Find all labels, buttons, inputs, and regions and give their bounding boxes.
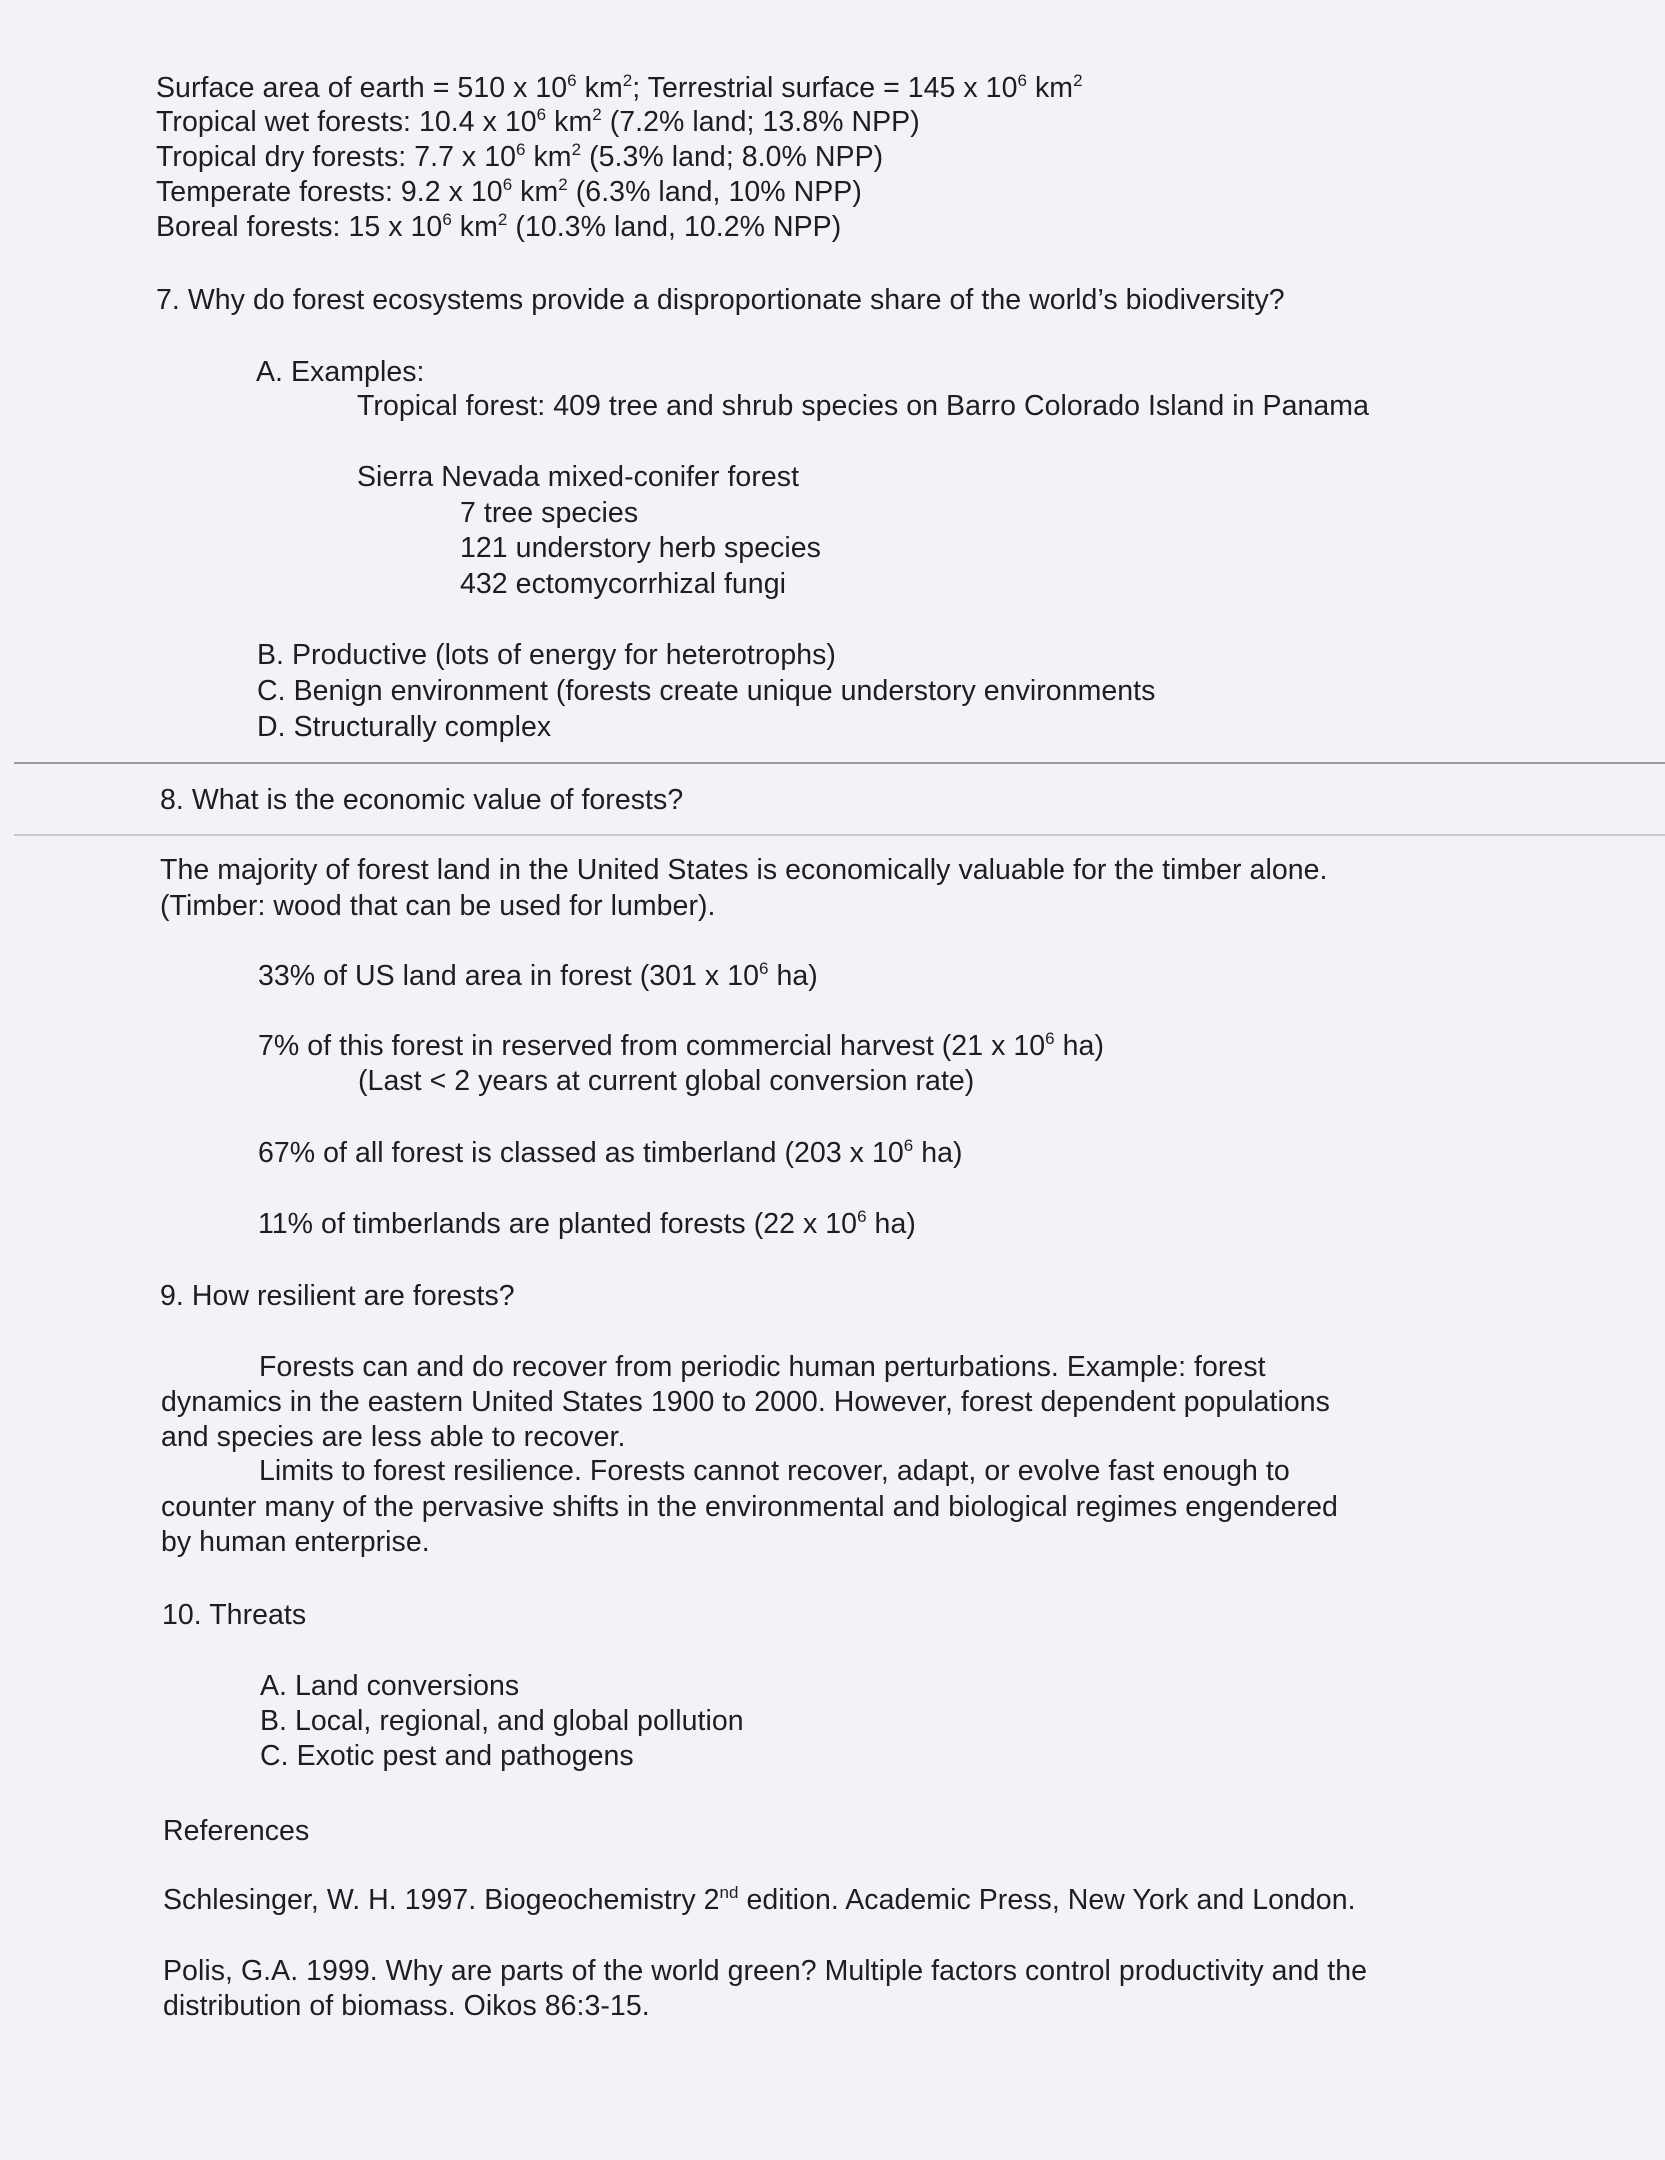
q8-question: 8. What is the economic value of forests? <box>160 784 684 816</box>
q7-sierra-heading: Sierra Nevada mixed-conifer forest <box>357 461 800 493</box>
stats-line-temperate: Temperate forests: 9.2 x $10^6$ $km^2$ (6.3% land, 10% NPP) <box>156 175 862 208</box>
stats-line-boreal: Boreal forests: 15 x $10^6$ $km^2$ (10.3% land, 10.2% NPP) <box>156 210 842 243</box>
q8-stat-planted: 11% of timberlands are planted forests (22 x $10^6$ ha) <box>258 1207 916 1240</box>
stats-line-tropical-dry: Tropical dry forests: 7.7 x $10^6$ $km^2$ (5.3% land; 8.0% NPP) <box>156 140 884 173</box>
q7-sierra-item: 121 understory herb species <box>460 532 821 564</box>
q8-stat-timberland: 67% of all forest is classed as timberland (203 x $10^6$ ha) <box>258 1136 963 1169</box>
q7-sierra-item: 7 tree species <box>460 497 639 529</box>
q8-paragraph-line: The majority of forest land in the United States is economically valuable for the timber alone. <box>160 854 1328 886</box>
q8-stat-us-land: 33% of US land area in forest (301 x $10^6$ ha) <box>258 959 818 992</box>
q7-item-b: B. Productive (lots of energy for heterotrophs) <box>257 639 836 671</box>
q7-tropical-example: Tropical forest: 409 tree and shrub species on Barro Colorado Island in Panama <box>357 390 1369 422</box>
q8-stat-reserved: 7% of this forest in reserved from commercial harvest (21 x $10^6$ ha) <box>258 1029 1104 1062</box>
reference-schlesinger: Schlesinger, W. H. 1997. Biogeochemistry 2nd edition. Academic Press, New York and London. <box>163 1883 1356 1916</box>
q7-examples-heading: A. Examples: <box>256 356 425 388</box>
scan-divider <box>14 762 1665 764</box>
q8-paragraph-line: (Timber: wood that can be used for lumber). <box>160 890 716 922</box>
q9-paragraph-line: and species are less able to recover. <box>161 1421 626 1453</box>
q7-sierra-item: 432 ectomycorrhizal fungi <box>460 568 786 600</box>
q10-threat-item: C. Exotic pest and pathogens <box>260 1740 634 1772</box>
q8-stat-reserved-note: (Last < 2 years at current global conversion rate) <box>358 1065 975 1097</box>
q9-paragraph-line: dynamics in the eastern United States 1900 to 2000. However, forest dependent populations <box>161 1386 1330 1418</box>
reference-polis-line: distribution of biomass. Oikos 86:3-15. <box>163 1990 650 2022</box>
q10-threat-item: B. Local, regional, and global pollution <box>260 1705 744 1737</box>
scan-divider <box>14 834 1665 836</box>
reference-polis-line: Polis, G.A. 1999. Why are parts of the world green? Multiple factors control productivity and the <box>163 1955 1368 1987</box>
q10-threat-item: A. Land conversions <box>260 1670 520 1702</box>
references-heading: References <box>163 1815 310 1847</box>
stats-line-tropical-wet: Tropical wet forests: 10.4 x $10^6$ $km^2$ (7.2% land; 13.8% NPP) <box>156 105 920 138</box>
q9-paragraph-line: Forests can and do recover from periodic human perturbations. Example: forest <box>259 1351 1266 1383</box>
q10-question: 10. Threats <box>162 1599 307 1631</box>
q9-question: 9. How resilient are forests? <box>160 1280 515 1312</box>
q7-question: 7. Why do forest ecosystems provide a disproportionate share of the world’s biodiversity? <box>156 284 1285 316</box>
q9-paragraph-line: counter many of the pervasive shifts in the environmental and biological regimes engendered <box>161 1491 1338 1523</box>
stats-line-surface-area: Surface area of earth = 510 x $10^6$ $km^2$; Terrestrial surface = 145 x $10^6$ $km^2$ <box>156 71 1083 104</box>
q7-item-c: C. Benign environment (forests create unique understory environments <box>257 675 1156 707</box>
q7-item-d: D. Structurally complex <box>257 711 552 743</box>
q9-paragraph-line: by human enterprise. <box>161 1526 430 1558</box>
q9-paragraph-line: Limits to forest resilience. Forests cannot recover, adapt, or evolve fast enough to <box>259 1455 1290 1487</box>
